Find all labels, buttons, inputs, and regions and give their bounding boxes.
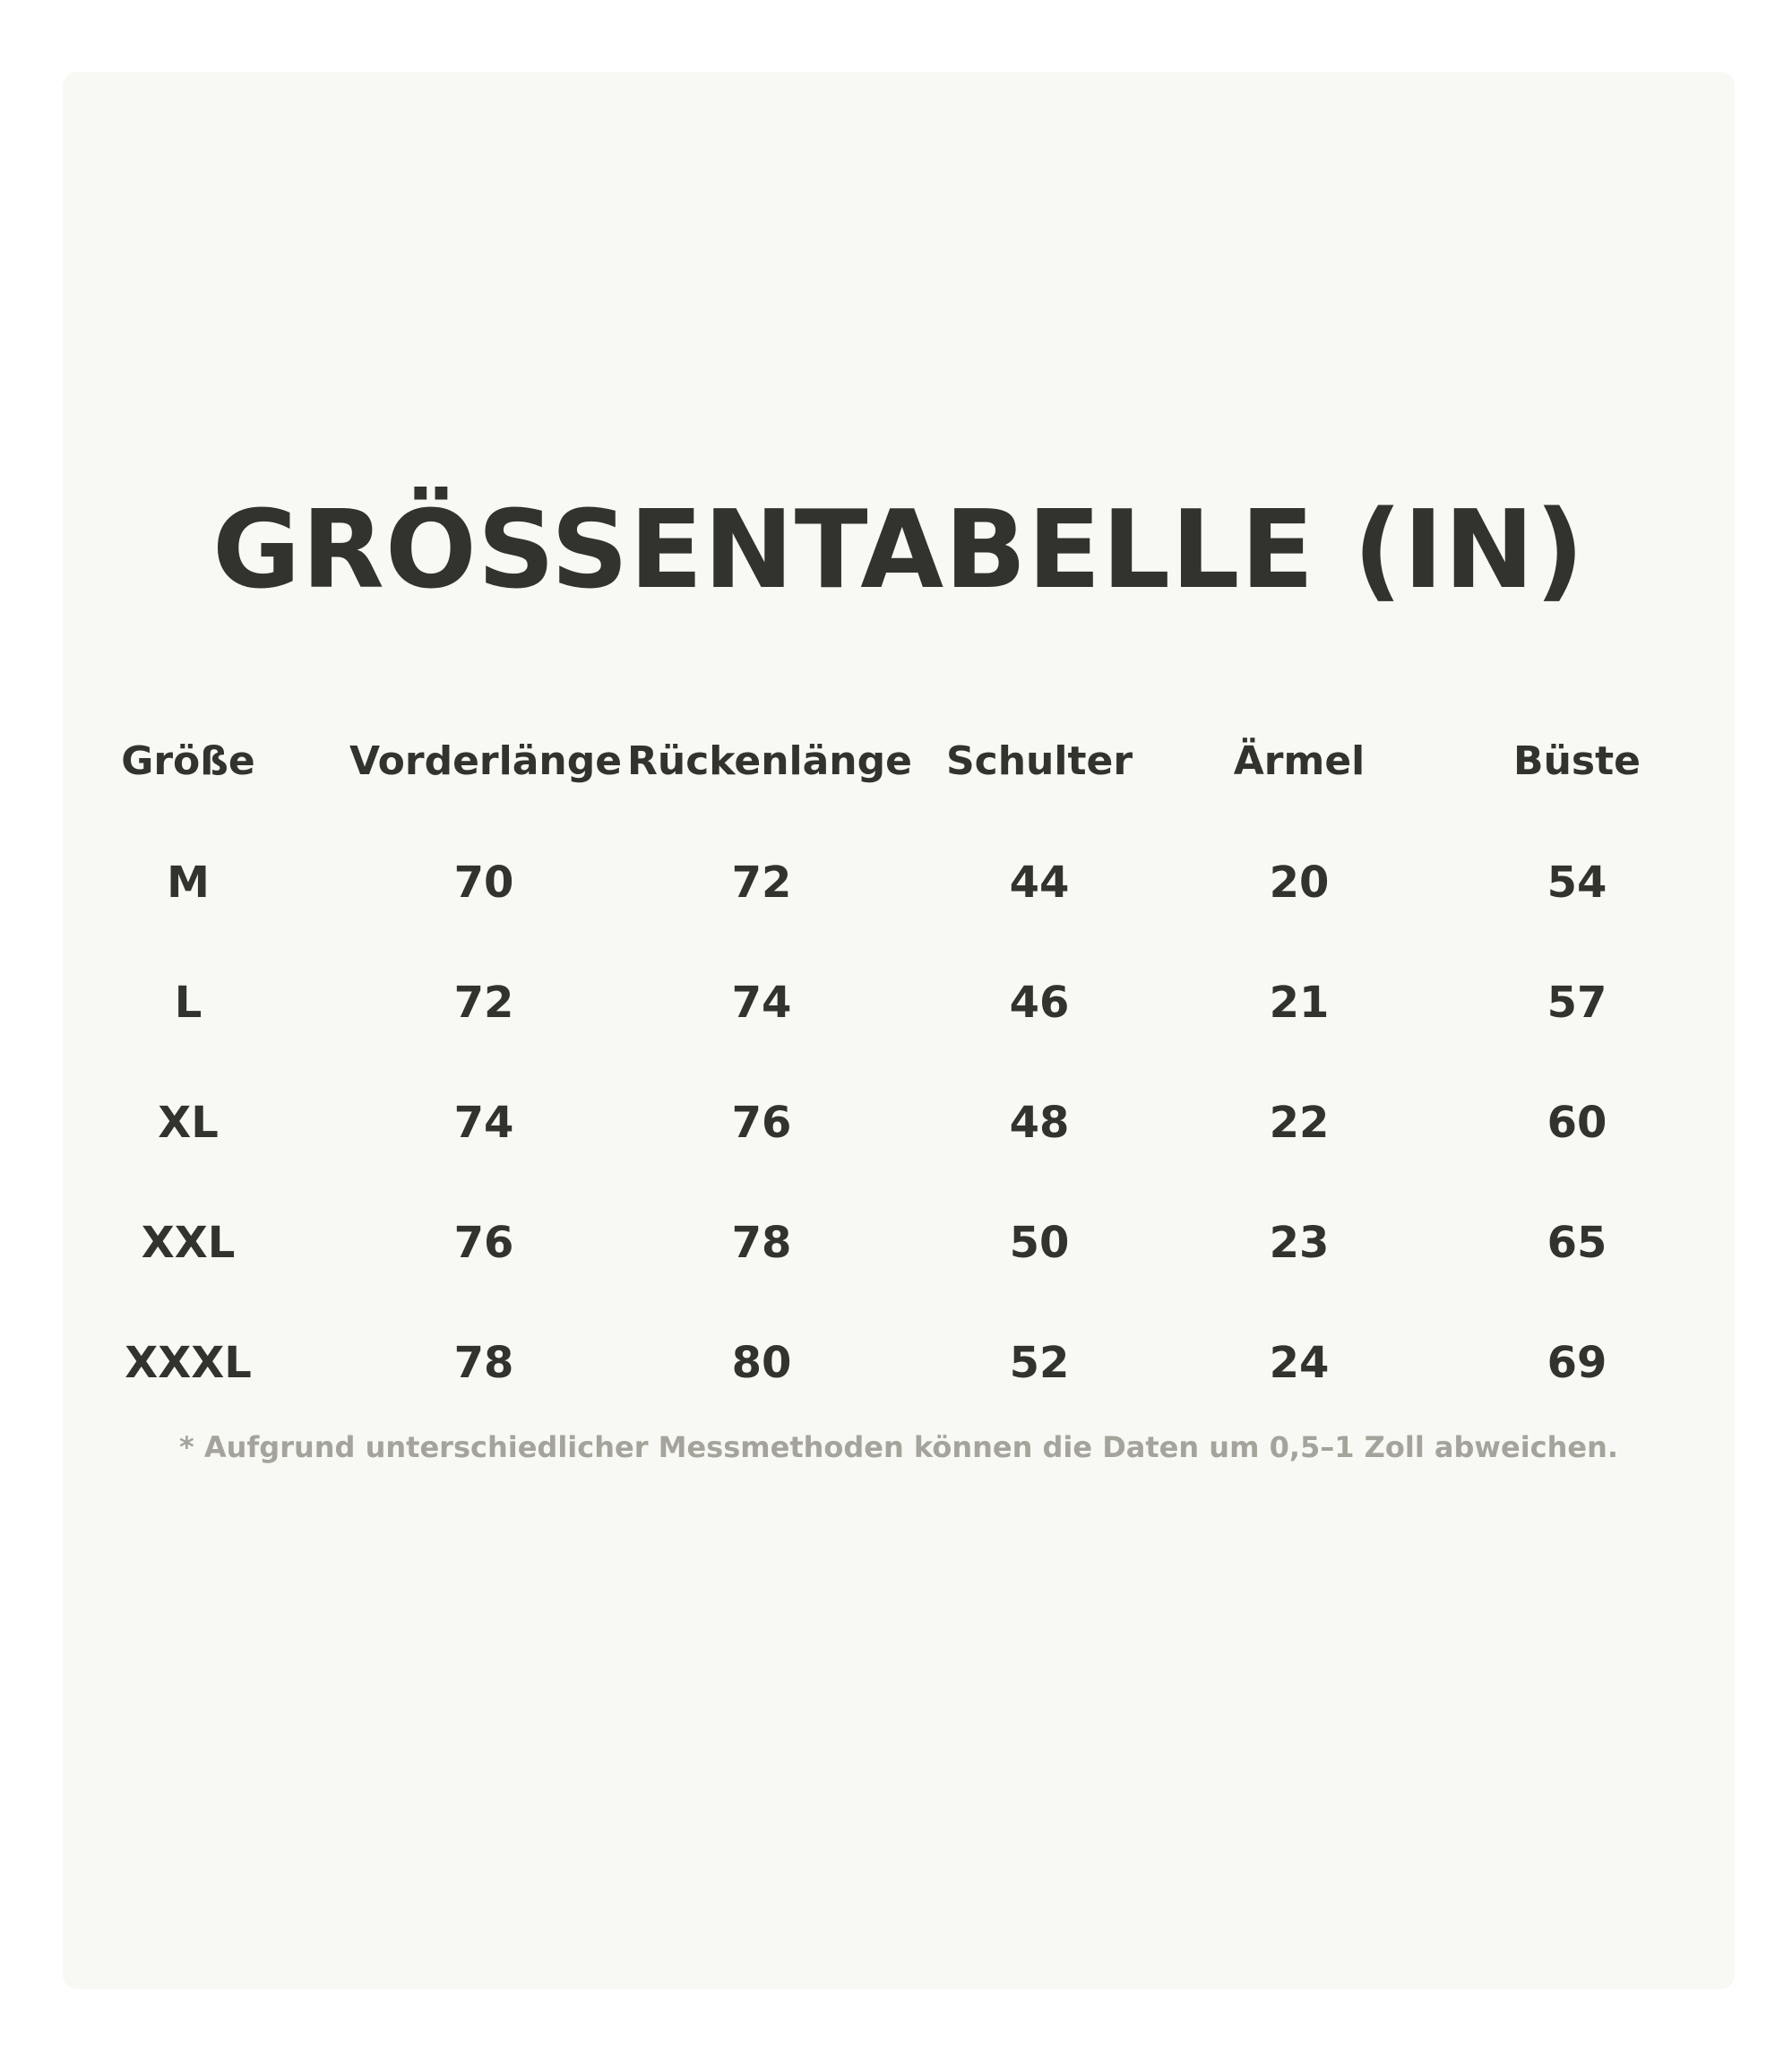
table-row — [63, 1332, 1735, 1394]
header-bust: Büste — [1513, 738, 1641, 784]
cell-sleeve: 24 — [1269, 1338, 1330, 1388]
cell-back-length: 76 — [731, 1098, 792, 1148]
cell-size: L — [174, 978, 202, 1028]
header-shoulder: Schulter — [945, 738, 1133, 784]
cell-front-length: 76 — [453, 1218, 514, 1268]
page-title: GRÖSSENTABELLE (IN) — [211, 488, 1586, 613]
cell-shoulder: 52 — [1009, 1338, 1070, 1388]
cell-bust: 69 — [1546, 1338, 1607, 1388]
cell-size: XXXL — [125, 1338, 252, 1388]
cell-sleeve: 20 — [1269, 858, 1330, 908]
cell-back-length: 72 — [731, 858, 792, 908]
cell-bust: 54 — [1546, 858, 1607, 908]
table-row — [63, 1091, 1735, 1154]
cell-bust: 65 — [1546, 1218, 1607, 1268]
cell-sleeve: 23 — [1269, 1218, 1330, 1268]
table-row — [63, 1212, 1735, 1274]
measurement-note: * Aufgrund unterschiedlicher Messmethoden können die Daten um 0,5–1 Zoll abweichen. — [178, 1430, 1619, 1464]
table-header-row — [63, 730, 1735, 793]
cell-shoulder: 48 — [1009, 1098, 1070, 1148]
cell-shoulder: 44 — [1009, 858, 1070, 908]
cell-bust: 57 — [1546, 978, 1607, 1028]
cell-size: M — [167, 858, 210, 908]
cell-front-length: 78 — [453, 1338, 514, 1388]
cell-bust: 60 — [1546, 1098, 1607, 1148]
cell-front-length: 74 — [453, 1098, 514, 1148]
cell-size: XXL — [141, 1218, 236, 1268]
header-front-length: Vorderlänge — [349, 738, 623, 784]
cell-shoulder: 50 — [1009, 1218, 1070, 1268]
cell-sleeve: 21 — [1269, 978, 1330, 1028]
cell-shoulder: 46 — [1009, 978, 1070, 1028]
cell-front-length: 72 — [453, 978, 514, 1028]
cell-back-length: 80 — [731, 1338, 792, 1388]
cell-back-length: 78 — [731, 1218, 792, 1268]
cell-size: XL — [158, 1098, 219, 1148]
table-row — [63, 971, 1735, 1034]
header-size: Größe — [121, 738, 255, 784]
cell-front-length: 70 — [453, 858, 514, 908]
cell-sleeve: 22 — [1269, 1098, 1330, 1148]
size-chart-card — [63, 72, 1735, 1989]
table-row — [63, 851, 1735, 914]
cell-back-length: 74 — [731, 978, 792, 1028]
header-sleeve: Ärmel — [1233, 738, 1366, 784]
header-back-length: Rückenlänge — [627, 738, 912, 784]
